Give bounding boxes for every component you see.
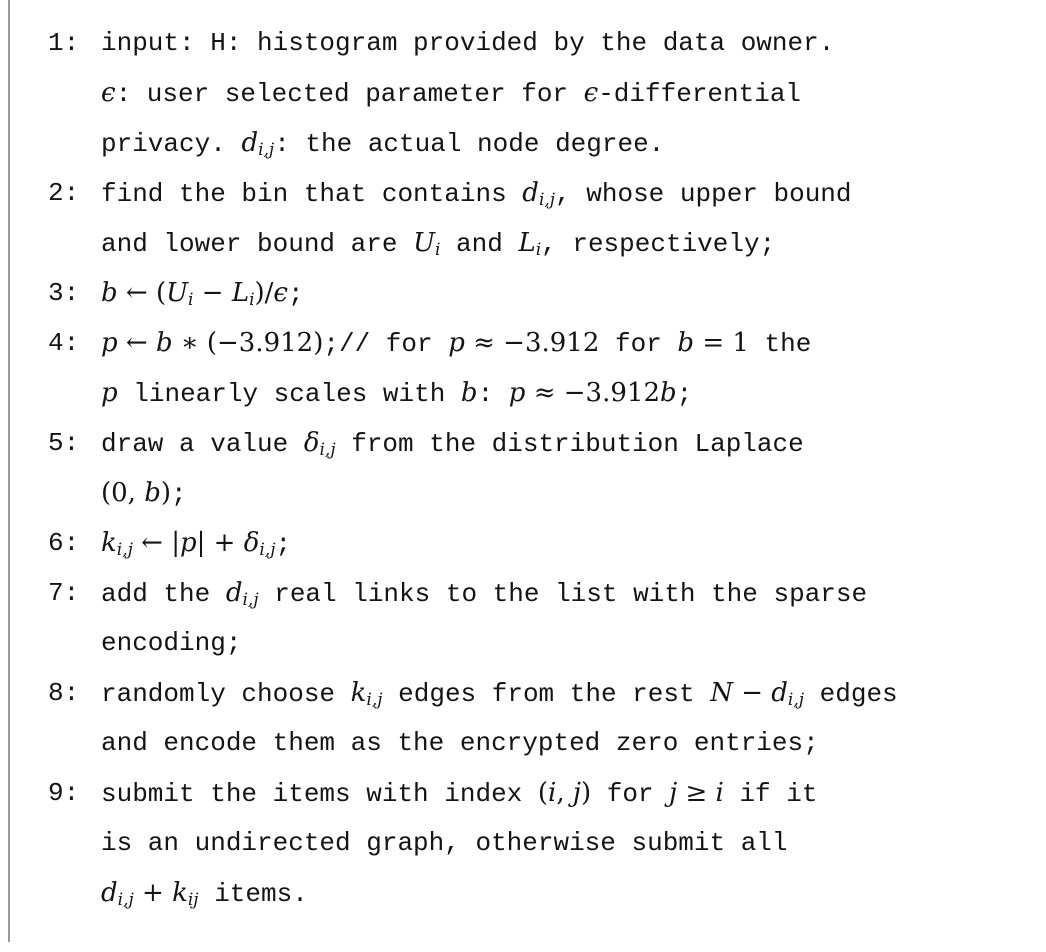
- math-variable: δ: [303, 428, 320, 458]
- step-line: [101, 218, 1038, 268]
- math-symbol: [573, 778, 581, 808]
- code-text: is an undirected graph, otherwise submit all: [101, 828, 788, 858]
- math-symbol: [448, 328, 465, 358]
- code-text: -differential: [598, 79, 802, 109]
- math-variable: p: [508, 378, 526, 408]
- math-subscript: i,j: [319, 440, 336, 460]
- algorithm-step-2: [48, 168, 1038, 268]
- math-subscript: i: [535, 240, 542, 260]
- code-text: ;: [275, 529, 292, 559]
- math-symbol: [413, 228, 440, 258]
- math-operator: −: [193, 278, 232, 308]
- step-line: [101, 818, 1038, 868]
- code-text: :: [477, 379, 509, 409]
- code-text: edges from the rest: [382, 679, 711, 709]
- math-subscript: i,j: [538, 190, 556, 210]
- math-subscript: i,j: [366, 690, 383, 710]
- math-symbol: [101, 378, 118, 408]
- math-variable: U: [166, 278, 189, 308]
- math-expression: [101, 478, 144, 508]
- step-line: [101, 418, 1038, 468]
- math-symbol: [669, 778, 677, 808]
- math-variable: b: [155, 328, 173, 358]
- math-operator: ← |: [132, 528, 180, 558]
- math-symbol: [660, 378, 677, 408]
- math-subscript: i,j: [117, 890, 134, 910]
- math-symbol: [232, 278, 255, 308]
- step-body: [101, 18, 1038, 168]
- step-line: [101, 118, 1038, 168]
- math-operator: ∗ (−3.912): [172, 328, 324, 358]
- step-number: 9:: [48, 778, 80, 808]
- step-number: 4:: [48, 328, 80, 358]
- math-symbol: [144, 478, 161, 508]
- step-line: [101, 668, 1038, 718]
- math-operator: )/: [254, 278, 274, 308]
- math-subscript: i,j: [116, 540, 133, 560]
- math-symbol: [156, 328, 173, 358]
- math-symbol: [101, 328, 118, 358]
- code-text: if it: [723, 779, 818, 809]
- math-symbol: [584, 78, 599, 108]
- math-symbol: [101, 528, 133, 558]
- math-operator: (: [537, 778, 549, 808]
- step-number: 3:: [48, 278, 80, 308]
- math-variable: j: [669, 778, 678, 808]
- step-line: [101, 518, 1038, 568]
- step-body: [101, 668, 1038, 768]
- math-variable: j: [572, 778, 581, 808]
- math-symbol: [518, 228, 541, 258]
- math-variable: δ: [243, 528, 260, 558]
- math-subscript: i,j: [787, 690, 805, 710]
- math-variable: k: [172, 878, 188, 908]
- step-body: [101, 268, 1038, 318]
- code-text: : the actual node degree.: [274, 129, 665, 159]
- math-symbol: [226, 578, 259, 608]
- code-text: privacy.: [101, 129, 242, 159]
- math-expression: [556, 778, 573, 808]
- math-subscript: i: [434, 240, 441, 260]
- algorithm-step-9: [48, 768, 1038, 918]
- code-text: from the distribution Laplace: [335, 429, 804, 459]
- step-number: 8:: [48, 678, 80, 708]
- math-variable: ϵ: [583, 78, 599, 108]
- math-operator: ): [160, 478, 172, 508]
- math-expression: [173, 328, 324, 358]
- math-variable: ϵ: [273, 278, 288, 308]
- math-symbol: [461, 378, 478, 408]
- code-text: submit the items with index: [101, 779, 538, 809]
- math-operator: = 1: [694, 328, 749, 358]
- step-number: 2:: [48, 178, 80, 208]
- algorithm-step-7: [48, 568, 1038, 668]
- algorithm-step-5: [48, 418, 1038, 518]
- math-subscript: ij: [187, 890, 199, 910]
- code-text: items.: [198, 879, 308, 909]
- code-text: ;: [676, 379, 693, 409]
- step-line: [101, 868, 1038, 918]
- math-expression: [133, 528, 180, 558]
- step-body: [101, 418, 1038, 518]
- math-operator: ≈ −3.912: [464, 328, 600, 358]
- math-operator: ≈ −3.912: [525, 378, 660, 408]
- step-line: [101, 68, 1038, 118]
- math-variable: d: [771, 678, 788, 708]
- math-variable: p: [179, 528, 197, 558]
- math-operator: ≥: [677, 778, 716, 808]
- math-expression: [161, 478, 171, 508]
- step-line: [101, 18, 1038, 68]
- math-symbol: [273, 278, 288, 308]
- code-text: randomly choose: [101, 679, 351, 709]
- algorithm-step-4: [48, 318, 1038, 418]
- algorithm-step-8: [48, 668, 1038, 768]
- math-variable: L: [231, 278, 250, 308]
- math-variable: L: [518, 228, 536, 258]
- step-line: [101, 768, 1038, 818]
- step-line: [101, 718, 1038, 768]
- math-expression: [465, 328, 600, 358]
- math-symbol: [101, 878, 134, 908]
- math-symbol: [101, 78, 116, 108]
- math-symbol: [166, 278, 193, 308]
- code-text: linearly scales with: [117, 379, 461, 409]
- math-expression: [525, 378, 660, 408]
- math-subscript: i: [249, 290, 255, 310]
- math-variable: d: [241, 128, 259, 158]
- algorithm-step-3: [48, 268, 1038, 318]
- math-symbol: [101, 278, 118, 308]
- algorithm-step-1: [48, 18, 1038, 168]
- math-operator: ← (: [117, 278, 167, 308]
- math-symbol: [509, 378, 526, 408]
- math-variable: p: [101, 328, 118, 358]
- step-body: [101, 168, 1038, 268]
- math-expression: [118, 278, 166, 308]
- math-variable: i: [548, 778, 557, 808]
- math-operator: | +: [196, 528, 244, 558]
- math-variable: b: [460, 378, 478, 408]
- code-text: encoding;: [101, 628, 242, 658]
- math-operator: ,: [556, 778, 573, 808]
- step-number: 1:: [48, 28, 80, 58]
- math-symbol: [180, 528, 197, 558]
- math-subscript: i,j: [259, 540, 276, 560]
- math-variable: b: [144, 478, 161, 508]
- math-expression: [255, 278, 274, 308]
- math-variable: p: [448, 328, 465, 358]
- step-line: [101, 318, 1038, 368]
- code-text: draw a value: [101, 429, 304, 459]
- math-variable: N: [710, 678, 733, 708]
- math-subscript: i,j: [258, 140, 275, 160]
- left-border-rule: [8, 0, 10, 942]
- math-symbol: [241, 128, 274, 158]
- step-number: 5:: [48, 428, 80, 458]
- math-symbol: [522, 178, 555, 208]
- math-variable: k: [350, 678, 367, 708]
- math-expression: [677, 778, 715, 808]
- math-symbol: [771, 678, 804, 708]
- step-body: [101, 768, 1038, 918]
- math-symbol: [304, 428, 336, 458]
- math-variable: p: [101, 378, 118, 408]
- math-expression: [134, 878, 172, 908]
- math-symbol: [351, 678, 383, 708]
- code-text: edges: [804, 679, 898, 709]
- math-symbol: [677, 328, 694, 358]
- math-symbol: [716, 778, 724, 808]
- step-body: [101, 568, 1038, 668]
- math-variable: i: [715, 778, 724, 808]
- step-body: [101, 318, 1038, 418]
- code-text: ;: [171, 479, 187, 509]
- math-expression: [581, 778, 591, 808]
- code-text: the: [748, 329, 812, 359]
- math-expression: [118, 328, 156, 358]
- code-text: input: H: histogram provided by the data owner.: [101, 28, 835, 58]
- code-text: and lower bound are: [101, 229, 414, 259]
- math-variable: U: [413, 228, 435, 258]
- math-variable: d: [101, 878, 118, 908]
- math-expression: [694, 328, 749, 358]
- step-number: 6:: [48, 528, 80, 558]
- code-text: ;// for: [323, 329, 449, 359]
- math-subscript: i: [188, 290, 194, 310]
- step-number: 7:: [48, 578, 80, 608]
- math-operator: ): [580, 778, 592, 808]
- code-text: add the: [101, 579, 226, 609]
- math-expression: [733, 678, 771, 708]
- math-expression: [538, 778, 548, 808]
- math-expression: [197, 528, 244, 558]
- math-variable: k: [101, 528, 117, 558]
- math-variable: d: [522, 178, 539, 208]
- math-operator: ←: [117, 328, 156, 358]
- code-text: for: [591, 779, 670, 809]
- code-text: real links to the list with the sparse: [258, 579, 868, 609]
- code-text: : user selected parameter for: [115, 79, 584, 109]
- algorithm-step-6: [48, 518, 1038, 568]
- code-text: , respectively;: [541, 229, 776, 259]
- code-text: and: [440, 229, 519, 259]
- math-variable: d: [225, 578, 243, 608]
- step-line: [101, 268, 1038, 318]
- math-variable: b: [101, 278, 118, 308]
- step-line: [101, 568, 1038, 618]
- math-operator: −: [732, 678, 772, 708]
- code-text: and encode them as the encrypted zero entries;: [101, 728, 819, 758]
- math-variable: b: [677, 328, 695, 358]
- math-operator: (0,: [101, 478, 145, 508]
- step-line: [101, 168, 1038, 218]
- code-text: find the bin that contains: [101, 179, 523, 209]
- math-symbol: [710, 678, 733, 708]
- code-text: , whose upper bound: [555, 179, 852, 209]
- math-symbol: [244, 528, 276, 558]
- math-operator: +: [133, 878, 173, 908]
- math-expression: [193, 278, 231, 308]
- math-variable: b: [660, 378, 677, 408]
- step-line: [101, 368, 1038, 418]
- math-subscript: i,j: [242, 590, 259, 610]
- step-body: [101, 518, 1038, 568]
- step-line: [101, 618, 1038, 668]
- math-variable: ϵ: [101, 78, 116, 108]
- code-text: for: [599, 329, 678, 359]
- algorithm-listing: [48, 18, 1038, 918]
- code-text: ;: [287, 279, 304, 309]
- step-line: [101, 468, 1038, 518]
- math-symbol: [172, 878, 198, 908]
